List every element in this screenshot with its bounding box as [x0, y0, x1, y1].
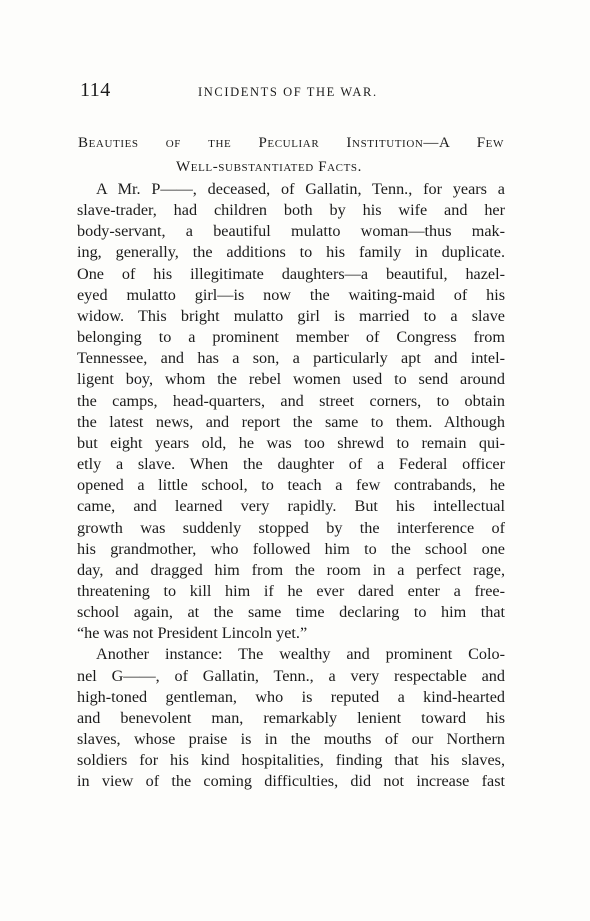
section-title-line-2: Well-substantiated Facts. [176, 159, 363, 175]
text-line: slave-trader, had children both by his wife and her [77, 201, 505, 220]
text-line: A Mr. P——, deceased, of Gallatin, Tenn., for years a [96, 180, 505, 198]
text-line: in view of the coming difficulties, did not increase fast [77, 772, 505, 791]
text-line: high-toned gentleman, who is reputed a kind-hearted [77, 687, 505, 706]
text-line: ing, generally, the additions to his family in duplicate. [77, 243, 505, 262]
text-line: ligent boy, whom the rebel women used to send around [77, 370, 505, 389]
text-line: Another instance: The wealthy and prominent Colo- [96, 645, 505, 664]
text-line: the latest news, and report the same to them. Although [77, 412, 505, 431]
text-line: widow. This bright mulatto girl is married to a slave [77, 306, 505, 325]
text-line: day, and dragged him from the room in a perfect rage, [77, 560, 505, 579]
running-head: INCIDENTS OF THE WAR. [198, 85, 378, 99]
text-line: and benevolent man, remarkably lenient toward his [77, 708, 505, 727]
page-header [80, 79, 500, 103]
text-line: body-servant, a beautiful mulatto woman—thus mak- [77, 222, 505, 241]
text-line: came, and learned very rapidly. But his intellectual [77, 497, 505, 516]
text-line: soldiers for his kind hospitalities, finding that his slaves, [77, 751, 505, 770]
text-line: belonging to a prominent member of Congress from [77, 328, 505, 347]
text-line: nel G——, of Gallatin, Tenn., a very respectable and [77, 666, 505, 685]
section-title-line-1: Beauties of the Peculiar Institution—A Few [78, 135, 504, 151]
text-line: threatening to kill him if he ever dared enter a free- [77, 581, 505, 600]
section-title [78, 131, 504, 179]
text-line: but eight years old, he was too shrewd to remain qui- [77, 433, 505, 452]
text-line: etly a slave. When the daughter of a Federal officer [77, 455, 505, 474]
body-text [77, 179, 505, 793]
text-line: school again, at the same time declaring to him that [77, 603, 505, 622]
text-line: opened a little school, to teach a few contrabands, he [77, 476, 505, 495]
text-line: One of his illegitimate daughters—a beautiful, hazel- [77, 264, 505, 283]
text-line: slaves, whose praise is in the mouths of our Northern [77, 730, 505, 749]
text-line: “he was not President Lincoln yet.” [77, 624, 308, 643]
text-line: his grandmother, who followed him to the school one [77, 539, 505, 558]
text-line: growth was suddenly stopped by the interference of [77, 518, 505, 537]
text-line: Tennessee, and has a son, a particularly apt and intel- [77, 349, 505, 368]
text-line: the camps, head-quarters, and street corners, to obtain [77, 391, 505, 410]
text-line: eyed mulatto girl—is now the waiting-maid of his [77, 285, 505, 304]
page-number: 114 [80, 79, 111, 101]
